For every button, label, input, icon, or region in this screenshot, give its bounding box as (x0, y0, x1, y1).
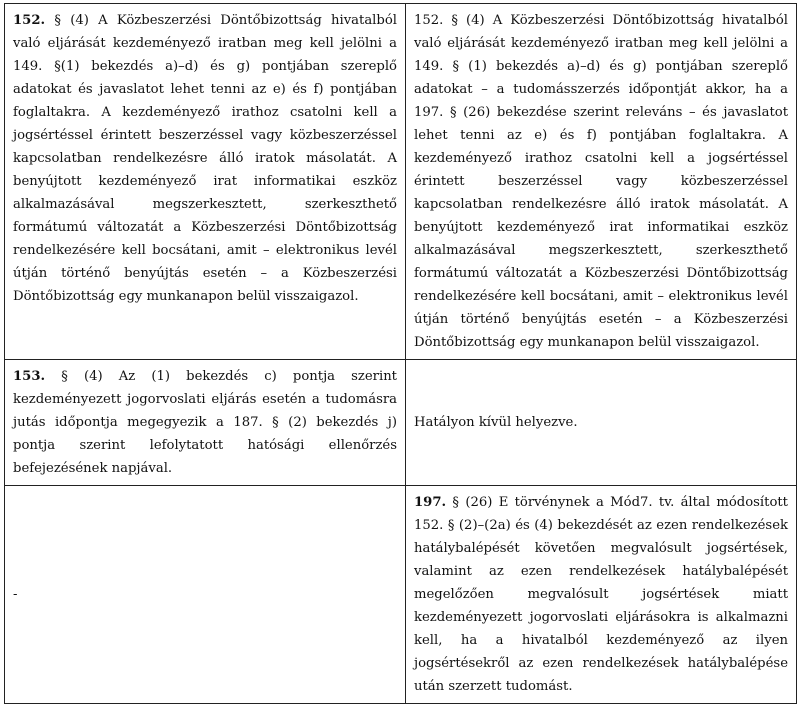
left-cell (5, 360, 406, 486)
table-row (5, 4, 797, 360)
right-cell (406, 4, 797, 360)
left-cell (5, 486, 406, 704)
section-number: 152. (13, 13, 46, 28)
comparison-table (4, 3, 797, 704)
section-text: 152. § (4) A Közbeszerzési Döntőbizottság hivatalból való eljárását kezdeményező iratban meg kell jelölni a 149. § (1) bekezdés a)–d) és g) pontjában szereplő adatokat – a tudomásszerzés időpontját akkor, ha a 197. § (26) bekezdése szerint releváns – és javaslatot lehet tenni az e) és f) pontjában foglaltakra. A kezdeményező irathoz csatolni kell a jogsértéssel érintett beszerzéssel vagy közbeszerzéssel kapcsolatban rendelkezésre álló iratok másolatát. A benyújtott kezdeményező irat informatikai eszköz alkalmazásával megszerkesztett, szerkeszthető formátumú változatát a Közbeszerzési Döntőbizottság rendelkezésére kell bocsátani, amit – elektronikus levél útján történő benyújtás esetén – a Közbeszerzési Döntőbizottság egy munkanapon belül visszaigazol. (414, 13, 788, 350)
section-text: § (4) Az (1) bekezdés c) pontja szerint kezdeményezett jogorvoslati eljárás esetén a tudomásra jutás időpontja megegyezik a 187. § (2) bekezdés j) pontja szerint lefolytatott hatósági ellenőrzés befejezésének napjával. (13, 369, 397, 476)
repealed-text: Hatályon kívül helyezve. (414, 415, 578, 430)
table-row (5, 486, 797, 704)
right-cell (406, 360, 797, 486)
left-cell (5, 4, 406, 360)
empty-dash: - (13, 587, 18, 602)
section-text: § (26) E törvénynek a Mód7. tv. által módosított 152. § (2)–(2a) és (4) bekezdését az ezen rendelkezések hatálybalépését követően megvalósult jogsértések, valamint az ezen rendelkezések hatálybalépését megelőzően megvalósult jogsértések miatt kezdeményezett jogorvoslati eljárásokra is alkalmazni kell, ha a hivatalból kezdeményező az ilyen jogsértésekről az ezen rendelkezések hatálybalépése után szerzett tudomást. (414, 495, 788, 694)
right-cell (406, 486, 797, 704)
section-number: 197. (414, 495, 447, 510)
section-number: 153. (13, 369, 46, 384)
section-text: § (4) A Közbeszerzési Döntőbizottság hivatalból való eljárását kezdeményező iratban meg kell jelölni a 149. §(1) bekezdés a)–d) és g) pontjában szereplő adatokat és javaslatot lehet tenni az e) és f) pontjában foglaltakra. A kezdeményező irathoz csatolni kell a jogsértéssel érintett beszerzéssel vagy közbeszerzéssel kapcsolatban rendelkezésre álló iratok másolatát. A benyújtott kezdeményező irat informatikai eszköz alkalmazásával megszerkesztett, szerkeszthető formátumú változatát a Közbeszerzési Döntőbizottság rendelkezésére kell bocsátani, amit – elektronikus levél útján történő benyújtás esetén – a Közbeszerzési Döntőbizottság egy munkanapon belül visszaigazol. (13, 13, 397, 304)
table-row (5, 360, 797, 486)
